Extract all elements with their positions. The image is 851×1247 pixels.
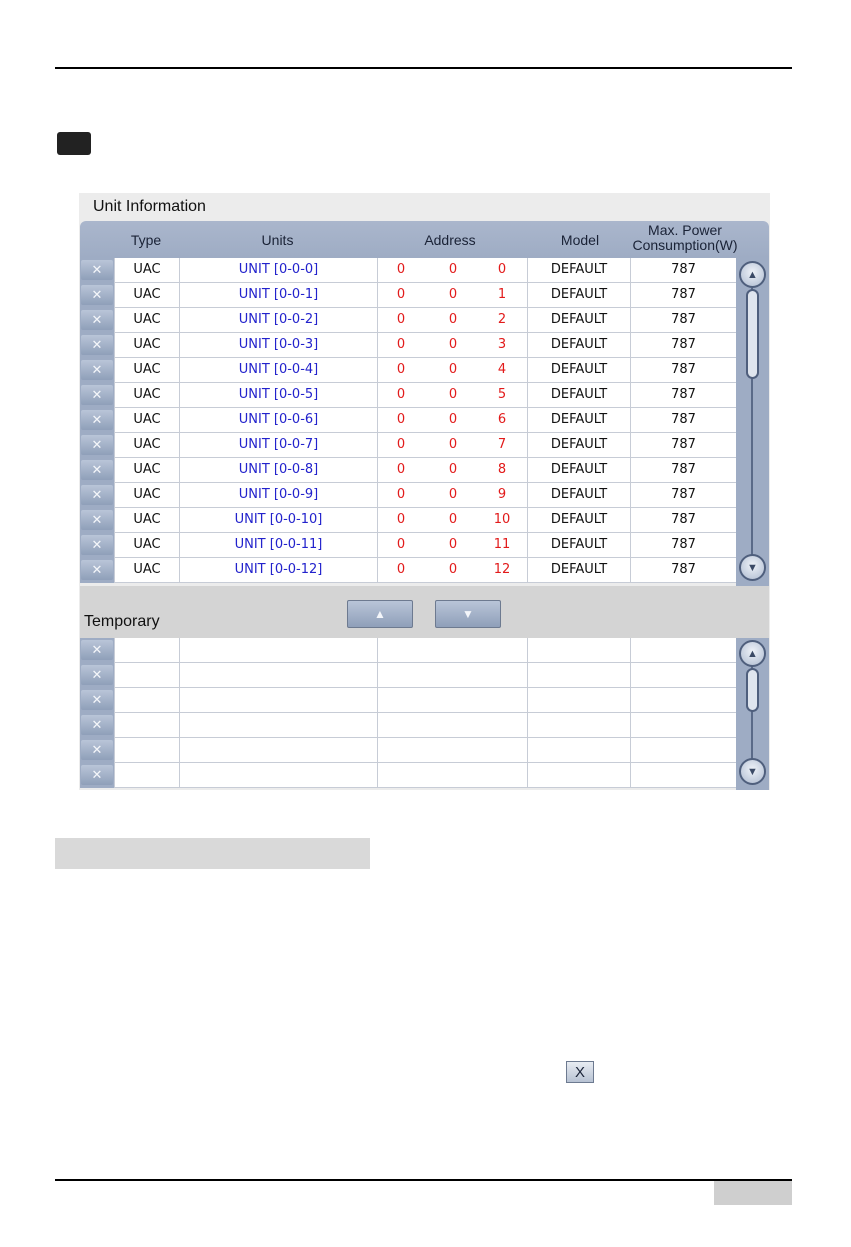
cell-max-power bbox=[630, 738, 736, 762]
address-part-2: 0 bbox=[448, 312, 458, 327]
cell-unit-name: UNIT [0-0-7] bbox=[179, 433, 377, 457]
triangle-up-icon: ▲ bbox=[374, 607, 386, 621]
address-part-2: 0 bbox=[448, 487, 458, 502]
cell-unit-name: UNIT [0-0-6] bbox=[179, 408, 377, 432]
address-part-1: 0 bbox=[396, 487, 406, 502]
temporary-row[interactable] bbox=[80, 763, 736, 788]
cell-address bbox=[377, 433, 527, 457]
temporary-label: Temporary bbox=[84, 613, 160, 630]
cell-max-power bbox=[630, 713, 736, 737]
address-part-3: 8 bbox=[497, 462, 507, 477]
delete-cell bbox=[80, 558, 114, 583]
cell-unit-name bbox=[179, 763, 377, 787]
delete-cell bbox=[80, 713, 114, 738]
delete-cell bbox=[80, 738, 114, 763]
address-part-1: 0 bbox=[396, 287, 406, 302]
address-part-1: 0 bbox=[396, 562, 406, 577]
cell-max-power: 787 bbox=[630, 258, 736, 282]
address-part-3: 5 bbox=[497, 387, 507, 402]
temporary-row[interactable] bbox=[80, 638, 736, 663]
close-icon: ✕ bbox=[91, 362, 103, 377]
cell-type: UAC bbox=[114, 558, 179, 582]
cell-max-power bbox=[630, 638, 736, 662]
delete-button[interactable] bbox=[81, 385, 113, 405]
cell-address bbox=[377, 358, 527, 382]
cell-unit-name: UNIT [0-0-8] bbox=[179, 458, 377, 482]
delete-button[interactable] bbox=[81, 360, 113, 380]
cell-model: DEFAULT bbox=[527, 483, 630, 507]
cell-address bbox=[377, 283, 527, 307]
close-icon: ✕ bbox=[91, 487, 103, 502]
delete-button[interactable] bbox=[81, 535, 113, 555]
cell-max-power: 787 bbox=[630, 308, 736, 332]
cell-type: UAC bbox=[114, 333, 179, 357]
cell-type: UAC bbox=[114, 358, 179, 382]
delete-cell bbox=[80, 663, 114, 688]
cell-unit-name: UNIT [0-0-10] bbox=[179, 508, 377, 532]
delete-button[interactable] bbox=[81, 285, 113, 305]
cell-type: UAC bbox=[114, 433, 179, 457]
delete-cell bbox=[80, 308, 114, 333]
delete-cell bbox=[80, 258, 114, 283]
close-icon: ✕ bbox=[91, 437, 103, 452]
cell-address bbox=[377, 383, 527, 407]
address-part-2: 0 bbox=[448, 512, 458, 527]
delete-button[interactable] bbox=[81, 485, 113, 505]
delete-button[interactable] bbox=[81, 310, 113, 330]
close-icon: ✕ bbox=[91, 537, 103, 552]
delete-cell bbox=[80, 383, 114, 408]
cell-model bbox=[527, 688, 630, 712]
address-part-1: 0 bbox=[396, 387, 406, 402]
chevron-down-icon: ▼ bbox=[747, 561, 758, 574]
section-heading-bar bbox=[55, 838, 370, 869]
cell-address bbox=[377, 713, 527, 737]
scroll-down-button[interactable] bbox=[739, 758, 766, 785]
cell-unit-name bbox=[179, 663, 377, 687]
cell-max-power: 787 bbox=[630, 483, 736, 507]
table-row[interactable] bbox=[80, 358, 736, 383]
section-marker bbox=[57, 132, 91, 155]
cell-type bbox=[114, 763, 179, 787]
top-rule bbox=[55, 67, 792, 69]
delete-cell bbox=[80, 283, 114, 308]
close-icon: ✕ bbox=[91, 742, 103, 757]
cell-unit-name: UNIT [0-0-1] bbox=[179, 283, 377, 307]
close-icon: ✕ bbox=[91, 412, 103, 427]
move-bar bbox=[80, 586, 769, 638]
delete-button[interactable] bbox=[81, 765, 113, 785]
address-part-2: 0 bbox=[448, 362, 458, 377]
address-part-3: 0 bbox=[497, 262, 507, 277]
table-row[interactable] bbox=[80, 333, 736, 358]
address-part-3: 7 bbox=[497, 437, 507, 452]
cell-max-power: 787 bbox=[630, 533, 736, 557]
cell-type: UAC bbox=[114, 308, 179, 332]
temporary-row[interactable] bbox=[80, 713, 736, 738]
cell-model: DEFAULT bbox=[527, 333, 630, 357]
move-up-button[interactable] bbox=[347, 600, 413, 628]
cell-unit-name: UNIT [0-0-12] bbox=[179, 558, 377, 582]
cell-model: DEFAULT bbox=[527, 383, 630, 407]
header-max-power bbox=[627, 223, 743, 253]
delete-button[interactable] bbox=[81, 640, 113, 660]
address-part-2: 0 bbox=[448, 537, 458, 552]
cell-model: DEFAULT bbox=[527, 408, 630, 432]
temporary-row[interactable] bbox=[80, 738, 736, 763]
header-units: Units bbox=[261, 232, 294, 248]
address-part-3: 9 bbox=[497, 487, 507, 502]
delete-cell bbox=[80, 508, 114, 533]
cell-address bbox=[377, 638, 527, 662]
cell-max-power: 787 bbox=[630, 508, 736, 532]
delete-cell bbox=[80, 688, 114, 713]
cell-model: DEFAULT bbox=[527, 508, 630, 532]
delete-button[interactable] bbox=[81, 510, 113, 530]
table-row[interactable] bbox=[80, 283, 736, 308]
cell-type bbox=[114, 663, 179, 687]
delete-cell bbox=[80, 763, 114, 788]
address-part-3: 4 bbox=[497, 362, 507, 377]
cell-address bbox=[377, 483, 527, 507]
cell-type bbox=[114, 713, 179, 737]
address-part-2: 0 bbox=[448, 262, 458, 277]
table-row[interactable] bbox=[80, 408, 736, 433]
address-part-2: 0 bbox=[448, 337, 458, 352]
cell-type: UAC bbox=[114, 458, 179, 482]
cell-type: UAC bbox=[114, 408, 179, 432]
delete-cell bbox=[80, 638, 114, 663]
header-model: Model bbox=[560, 232, 600, 248]
close-icon: ✕ bbox=[91, 767, 103, 782]
table-row[interactable] bbox=[80, 508, 736, 533]
address-part-3: 11 bbox=[493, 537, 511, 552]
cell-model bbox=[527, 638, 630, 662]
cell-address bbox=[377, 333, 527, 357]
cell-model: DEFAULT bbox=[527, 308, 630, 332]
close-icon: ✕ bbox=[91, 667, 103, 682]
cell-type: UAC bbox=[114, 283, 179, 307]
delete-button[interactable] bbox=[81, 715, 113, 735]
address-part-2: 0 bbox=[448, 562, 458, 577]
cell-address bbox=[377, 558, 527, 582]
temporary-list bbox=[80, 638, 736, 788]
cell-address bbox=[377, 258, 527, 282]
cell-address bbox=[377, 763, 527, 787]
delete-cell bbox=[80, 358, 114, 383]
temporary-row[interactable] bbox=[80, 688, 736, 713]
cell-max-power bbox=[630, 663, 736, 687]
cell-address bbox=[377, 458, 527, 482]
temporary-list-scrollbar[interactable] bbox=[736, 638, 769, 790]
delete-icon bbox=[566, 1061, 594, 1083]
cell-type bbox=[114, 688, 179, 712]
address-part-1: 0 bbox=[396, 312, 406, 327]
delete-button[interactable] bbox=[81, 740, 113, 760]
cell-model: DEFAULT bbox=[527, 258, 630, 282]
cell-model: DEFAULT bbox=[527, 433, 630, 457]
header-type: Type bbox=[130, 232, 162, 248]
close-icon: ✕ bbox=[91, 462, 103, 477]
cell-model bbox=[527, 663, 630, 687]
cell-unit-name: UNIT [0-0-9] bbox=[179, 483, 377, 507]
cell-address bbox=[377, 408, 527, 432]
cell-max-power: 787 bbox=[630, 458, 736, 482]
delete-icon-glyph: X bbox=[574, 1063, 585, 1081]
table-row[interactable] bbox=[80, 433, 736, 458]
cell-model bbox=[527, 763, 630, 787]
delete-button[interactable] bbox=[81, 335, 113, 355]
cell-max-power: 787 bbox=[630, 558, 736, 582]
unit-information-panel bbox=[79, 193, 770, 790]
table-row[interactable] bbox=[80, 383, 736, 408]
move-down-button[interactable] bbox=[435, 600, 501, 628]
chevron-up-icon: ▲ bbox=[747, 647, 758, 660]
cell-max-power: 787 bbox=[630, 358, 736, 382]
scroll-thumb[interactable] bbox=[746, 668, 759, 712]
unit-list-scrollbar[interactable] bbox=[736, 258, 769, 586]
scroll-thumb[interactable] bbox=[746, 289, 759, 379]
table-row[interactable] bbox=[80, 483, 736, 508]
cell-type: UAC bbox=[114, 483, 179, 507]
header-power-line1: Max. Power bbox=[648, 222, 722, 238]
delete-cell bbox=[80, 433, 114, 458]
table-row[interactable] bbox=[80, 558, 736, 583]
address-part-2: 0 bbox=[448, 387, 458, 402]
cell-unit-name: UNIT [0-0-0] bbox=[179, 258, 377, 282]
close-icon: ✕ bbox=[91, 562, 103, 577]
cell-address bbox=[377, 663, 527, 687]
header-address: Address bbox=[424, 232, 476, 248]
delete-cell bbox=[80, 483, 114, 508]
address-part-1: 0 bbox=[396, 512, 406, 527]
close-icon: ✕ bbox=[91, 692, 103, 707]
cell-unit-name bbox=[179, 738, 377, 762]
delete-button[interactable] bbox=[81, 410, 113, 430]
cell-unit-name: UNIT [0-0-2] bbox=[179, 308, 377, 332]
address-part-2: 0 bbox=[448, 287, 458, 302]
delete-button[interactable] bbox=[81, 260, 113, 280]
close-icon: ✕ bbox=[91, 287, 103, 302]
address-part-1: 0 bbox=[396, 412, 406, 427]
triangle-down-icon: ▼ bbox=[462, 607, 474, 621]
cell-address bbox=[377, 308, 527, 332]
cell-model bbox=[527, 713, 630, 737]
address-part-1: 0 bbox=[396, 337, 406, 352]
address-part-3: 10 bbox=[493, 512, 511, 527]
chevron-up-icon: ▲ bbox=[747, 268, 758, 281]
delete-cell bbox=[80, 333, 114, 358]
cell-max-power: 787 bbox=[630, 283, 736, 307]
cell-type: UAC bbox=[114, 508, 179, 532]
address-part-1: 0 bbox=[396, 437, 406, 452]
address-part-2: 0 bbox=[448, 462, 458, 477]
delete-button[interactable] bbox=[81, 560, 113, 580]
unit-list bbox=[80, 258, 736, 583]
cell-max-power bbox=[630, 763, 736, 787]
table-header bbox=[80, 221, 769, 258]
cell-unit-name: UNIT [0-0-3] bbox=[179, 333, 377, 357]
cell-address bbox=[377, 688, 527, 712]
chevron-down-icon: ▼ bbox=[747, 765, 758, 778]
cell-unit-name bbox=[179, 713, 377, 737]
scroll-up-button[interactable] bbox=[739, 640, 766, 667]
cell-unit-name bbox=[179, 638, 377, 662]
cell-max-power: 787 bbox=[630, 433, 736, 457]
delete-cell bbox=[80, 533, 114, 558]
close-icon: ✕ bbox=[91, 512, 103, 527]
cell-address bbox=[377, 738, 527, 762]
cell-unit-name: UNIT [0-0-11] bbox=[179, 533, 377, 557]
close-icon: ✕ bbox=[91, 337, 103, 352]
address-part-1: 0 bbox=[396, 262, 406, 277]
temporary-row[interactable] bbox=[80, 663, 736, 688]
close-icon: ✕ bbox=[91, 642, 103, 657]
cell-type: UAC bbox=[114, 383, 179, 407]
panel-title: Unit Information bbox=[93, 198, 206, 215]
address-part-3: 1 bbox=[497, 287, 507, 302]
cell-type: UAC bbox=[114, 533, 179, 557]
table-row[interactable] bbox=[80, 458, 736, 483]
table-row[interactable] bbox=[80, 258, 736, 283]
cell-type: UAC bbox=[114, 258, 179, 282]
cell-max-power: 787 bbox=[630, 333, 736, 357]
cell-type bbox=[114, 638, 179, 662]
scroll-up-button[interactable] bbox=[739, 261, 766, 288]
cell-model: DEFAULT bbox=[527, 558, 630, 582]
cell-model: DEFAULT bbox=[527, 533, 630, 557]
table-row[interactable] bbox=[80, 308, 736, 333]
delete-button[interactable] bbox=[81, 435, 113, 455]
address-part-1: 0 bbox=[396, 462, 406, 477]
delete-cell bbox=[80, 408, 114, 433]
cell-address bbox=[377, 508, 527, 532]
scroll-down-button[interactable] bbox=[739, 554, 766, 581]
close-icon: ✕ bbox=[91, 717, 103, 732]
delete-button[interactable] bbox=[81, 665, 113, 685]
cell-model: DEFAULT bbox=[527, 358, 630, 382]
cell-unit-name bbox=[179, 688, 377, 712]
close-icon: ✕ bbox=[91, 262, 103, 277]
cell-type bbox=[114, 738, 179, 762]
header-power-line2: Consumption(W) bbox=[632, 237, 738, 253]
cell-max-power: 787 bbox=[630, 383, 736, 407]
delete-cell bbox=[80, 458, 114, 483]
address-part-1: 0 bbox=[396, 362, 406, 377]
cell-model: DEFAULT bbox=[527, 283, 630, 307]
address-part-2: 0 bbox=[448, 437, 458, 452]
cell-model bbox=[527, 738, 630, 762]
page-number-tab bbox=[714, 1181, 792, 1205]
close-icon: ✕ bbox=[91, 387, 103, 402]
cell-max-power bbox=[630, 688, 736, 712]
address-part-3: 6 bbox=[497, 412, 507, 427]
delete-button[interactable] bbox=[81, 460, 113, 480]
close-icon: ✕ bbox=[91, 312, 103, 327]
address-part-1: 0 bbox=[396, 537, 406, 552]
delete-button[interactable] bbox=[81, 690, 113, 710]
address-part-2: 0 bbox=[448, 412, 458, 427]
cell-unit-name: UNIT [0-0-4] bbox=[179, 358, 377, 382]
cell-model: DEFAULT bbox=[527, 458, 630, 482]
table-row[interactable] bbox=[80, 533, 736, 558]
cell-unit-name: UNIT [0-0-5] bbox=[179, 383, 377, 407]
address-part-3: 12 bbox=[493, 562, 511, 577]
cell-address bbox=[377, 533, 527, 557]
address-part-3: 3 bbox=[497, 337, 507, 352]
cell-max-power: 787 bbox=[630, 408, 736, 432]
address-part-3: 2 bbox=[497, 312, 507, 327]
bottom-rule bbox=[55, 1179, 792, 1181]
